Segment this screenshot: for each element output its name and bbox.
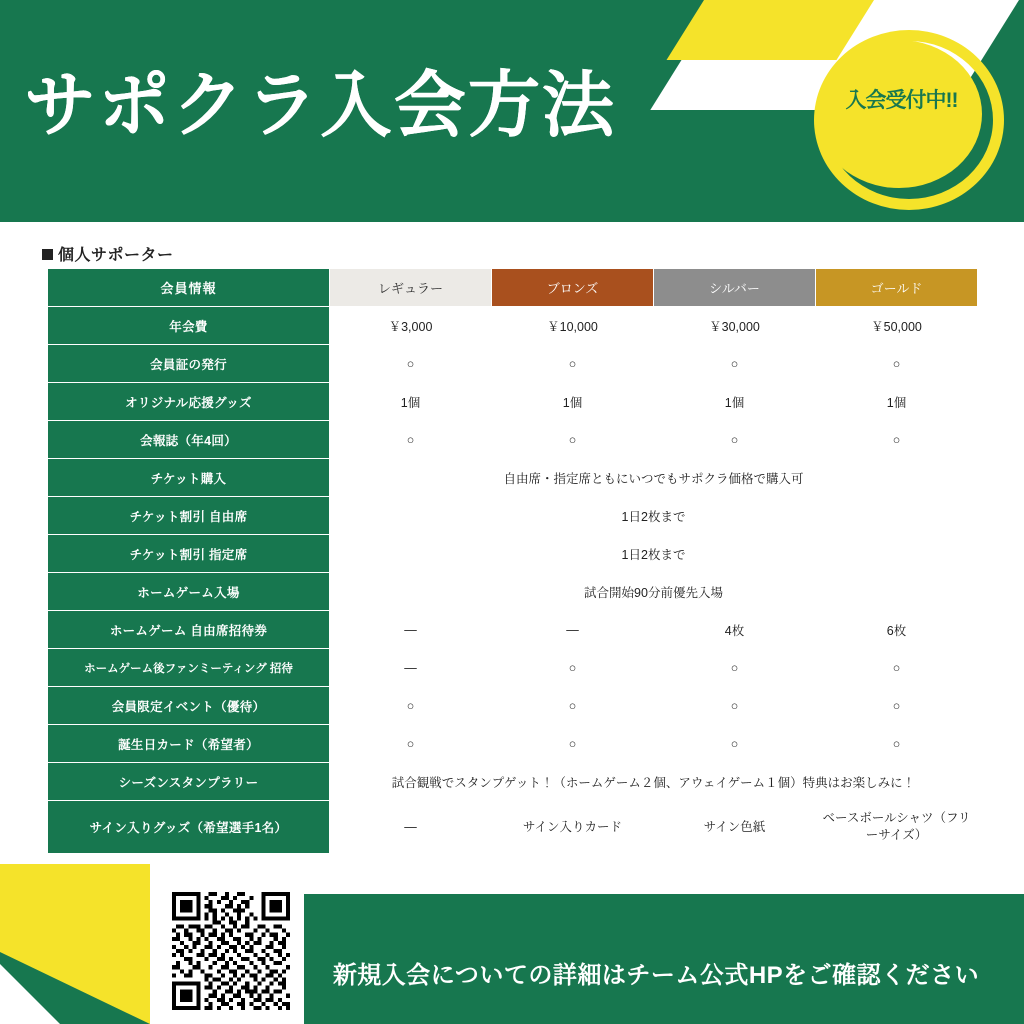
row-value-silver: ○ [654,687,816,725]
page-title: サポクラ入会方法 [24,66,617,146]
row-value-silver: ○ [654,345,816,383]
row-value-silver: 4枚 [654,611,816,649]
table-row [48,307,978,345]
badge-circle [816,40,982,188]
row-value-gold: ○ [816,421,978,459]
plans-table-wrapper [47,268,977,854]
row-value-bronze: ○ [492,649,654,687]
row-feature-label: 会報誌（年4回） [48,421,330,459]
row-value-gold: ○ [816,649,978,687]
row-value-silver: 1個 [654,383,816,421]
plans-table [47,268,978,854]
row-feature-label: シーズンスタンプラリー [48,763,330,801]
plans-table-body [48,307,978,854]
row-feature-label: チケット割引 指定席 [48,535,330,573]
table-header-row [48,269,978,307]
row-value-bronze: ○ [492,725,654,763]
qr-code-image [172,892,290,1010]
table-row [48,383,978,421]
row-feature-label: サイン入りグッズ（希望選手1名） [48,801,330,854]
row-value-bronze: ○ [492,421,654,459]
table-row [48,801,978,854]
section-heading [42,242,174,265]
row-value-regular: ○ [330,725,492,763]
row-value-bronze: サイン入りカード [492,801,654,854]
row-feature-label: オリジナル応援グッズ [48,383,330,421]
row-value-gold: ○ [816,345,978,383]
row-feature-label: 会員限定イベント（優待） [48,687,330,725]
row-value-regular: — [330,801,492,854]
col-header-feature: 会員情報 [48,269,330,307]
table-row [48,535,978,573]
row-value-bronze: ○ [492,345,654,383]
row-feature-label: 誕生日カード（希望者） [48,725,330,763]
row-value-gold: ○ [816,725,978,763]
section-heading-label: 個人サポーター [58,247,174,264]
row-value-bronze: ○ [492,687,654,725]
footer [0,864,1024,1024]
table-row [48,497,978,535]
row-value-all-plans: 1日2枚まで [330,535,978,573]
footer-white-notch [0,964,60,1024]
row-value-all-plans: 試合観戦でスタンプゲット！（ホームゲーム２個、アウェイゲーム１個）特典はお楽しみに！ [330,763,978,801]
row-feature-label: ホームゲーム 自由席招待券 [48,611,330,649]
table-row [48,649,978,687]
row-value-bronze: — [492,611,654,649]
col-header-bronze: ブロンズ [492,269,654,307]
row-value-gold: 6枚 [816,611,978,649]
table-row [48,687,978,725]
row-feature-label: ホームゲーム後ファンミーティング 招待 [48,649,330,687]
row-value-bronze: 1個 [492,383,654,421]
qr-code[interactable] [172,892,290,1010]
row-feature-label: チケット割引 自由席 [48,497,330,535]
row-value-regular: ○ [330,687,492,725]
row-value-gold: ○ [816,687,978,725]
row-value-gold: 1個 [816,383,978,421]
row-value-silver: ○ [654,725,816,763]
row-value-all-plans: 試合開始90分前優先入場 [330,573,978,611]
col-header-regular: レギュラー [330,269,492,307]
footer-message: 新規入会についての詳細はチーム公式HPをご確認ください [332,962,980,989]
row-value-silver: ○ [654,421,816,459]
row-value-regular: — [330,649,492,687]
row-value-silver: ○ [654,649,816,687]
row-value-silver: ￥30,000 [654,307,816,345]
row-value-gold: ベースボールシャツ（フリーサイズ） [816,801,978,854]
row-value-regular: ○ [330,345,492,383]
table-row [48,421,978,459]
row-value-regular: ○ [330,421,492,459]
row-feature-label: チケット購入 [48,459,330,497]
enrollment-badge [814,30,1004,210]
col-header-gold: ゴールド [816,269,978,307]
row-feature-label: 会員証の発行 [48,345,330,383]
row-value-silver: サイン色紙 [654,801,816,854]
row-feature-label: 年会費 [48,307,330,345]
col-header-silver: シルバー [654,269,816,307]
table-row [48,459,978,497]
row-value-all-plans: 自由席・指定席ともにいつでもサポクラ価格で購入可 [330,459,978,497]
table-row [48,725,978,763]
row-value-regular: — [330,611,492,649]
row-feature-label: ホームゲーム入場 [48,573,330,611]
row-value-all-plans: 1日2枚まで [330,497,978,535]
row-value-bronze: ￥10,000 [492,307,654,345]
row-value-gold: ￥50,000 [816,307,978,345]
table-row [48,573,978,611]
row-value-regular: 1個 [330,383,492,421]
table-row [48,763,978,801]
square-bullet-icon [42,249,53,260]
table-row [48,345,978,383]
row-value-regular: ￥3,000 [330,307,492,345]
header-banner [0,0,1024,222]
table-row [48,611,978,649]
plans-table-head [48,269,978,307]
badge-label: 入会受付中!! [845,89,958,112]
